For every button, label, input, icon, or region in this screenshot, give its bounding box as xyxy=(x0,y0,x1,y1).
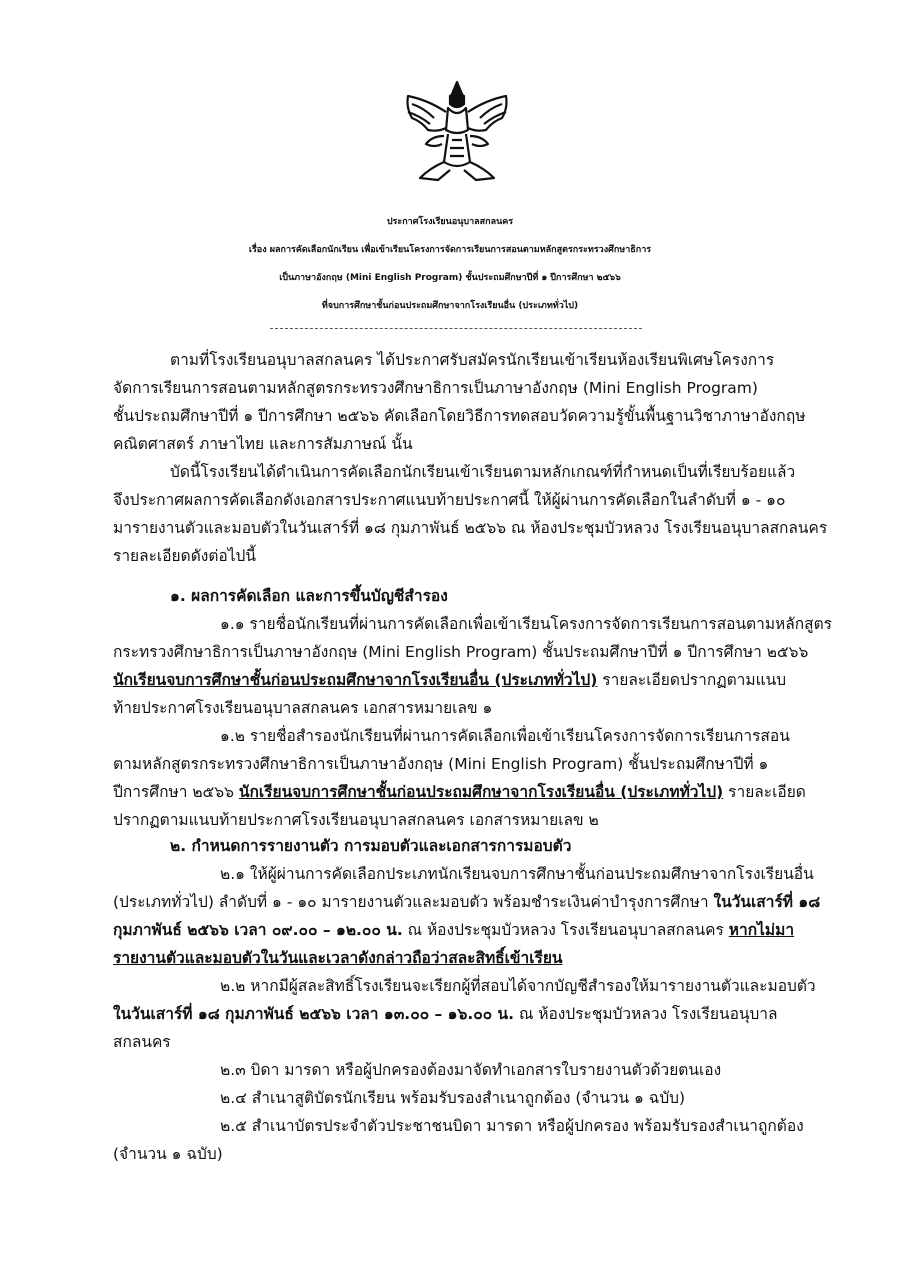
section-1-1-line-3 xyxy=(113,670,786,690)
announcement-subject-line2: เป็นภาษาอังกฤษ (Mini English Program) ชั้นประถมศึกษาปีที่ ๑ ปีการศึกษา ๒๕๖๖ xyxy=(279,273,621,283)
section-1-2-line-3-rest: รายละเอียด xyxy=(723,783,806,801)
intro-paragraph-2-line-3: มารายงานตัวและมอบตัวในวันเสาร์ที่ ๑๘ กุมภาพันธ์ ๒๕๖๖ ณ ห้องประชุมบัวหลวง โรงเรียนอนุบาลสกลนคร xyxy=(113,519,828,537)
section-1-2-line-1: ๑.๒ รายชื่อสำรองนักเรียนที่ผ่านการคัดเลือกเพื่อเข้าเรียนโครงการจัดการเรียนการสอน xyxy=(220,727,790,745)
intro-paragraph-2-line-2: จึงประกาศผลการคัดเลือกดังเอกสารประกาศแนบท้ายประกาศนี้ ให้ผู้ผ่านการคัดเลือกในลำดับที่ ๑ - ๑๐ xyxy=(113,491,786,509)
section-2-1-line-2-pre: (ประเภททั่วไป) ลำดับที่ ๑ - ๑๐ มารายงานตัวและมอบตัว พร้อมชำระเงินค่าบำรุงการศึกษา xyxy=(113,893,714,911)
section-2-5-line-2: (จำนวน ๑ ฉบับ) xyxy=(113,1145,223,1163)
section-2-2-line-1: ๒.๒ หากมีผู้สละสิทธิ์โรงเรียนจะเรียกผู้ที่สอบได้จากบัญชีสำรองให้มารายงานตัวและมอบตัว xyxy=(220,977,816,995)
section-2-3: ๒.๓ บิดา มารดา หรือผู้ปกครองต้องมาจัดทำเอกสารใบรายงานตัวด้วยตนเอง xyxy=(220,1061,722,1079)
garuda-emblem-icon xyxy=(398,78,516,186)
announcement-subject-line3: ที่จบการศึกษาชั้นก่อนประถมศึกษาจากโรงเรียนอื่น (ประเภททั่วไป) xyxy=(321,301,579,311)
section-2-2-line-3: สกลนคร xyxy=(113,1033,171,1051)
section-2-heading: ๒. กำหนดการรายงานตัว การมอบตัวและเอกสารการมอบตัว xyxy=(170,837,572,855)
section-1-2-line-3 xyxy=(113,782,806,802)
section-2-1-line-2 xyxy=(113,892,820,912)
intro-paragraph-2-line-1: บัดนี้โรงเรียนได้ดำเนินการคัดเลือกนักเรียนเข้าเรียนตามหลักเกณฑ์ที่กำหนดเป็นที่เรียบร้อยแล้ว xyxy=(170,463,796,481)
section-2-2-line-2 xyxy=(113,1004,778,1024)
section-2-1-line-3-mid: ณ ห้องประชุมบัวหลวง โรงเรียนอนุบาลสกลนคร xyxy=(402,921,729,939)
intro-paragraph-1-line-2: จัดการเรียนการสอนตามหลักสูตรกระทรวงศึกษาธิการเป็นภาษาอังกฤษ (Mini English Program) xyxy=(113,379,758,397)
section-1-1-emphasis: นักเรียนจบการศึกษาชั้นก่อนประถมศึกษาจากโรงเรียนอื่น (ประเภททั่วไป) xyxy=(113,671,598,689)
section-1-heading: ๑. ผลการคัดเลือก และการขึ้นบัญชีสำรอง xyxy=(170,587,448,605)
section-2-1-line-3 xyxy=(113,920,794,940)
announcement-title: ประกาศโรงเรียนอนุบาลสกลนคร xyxy=(386,217,514,227)
announcement-subject: เรื่อง ผลการคัดเลือกนักเรียน เพื่อเข้าเรียนโครงการจัดการเรียนการสอนตามหลักสูตรกระทรวงศึกษาธิการ xyxy=(248,245,652,255)
section-1-1-line-1: ๑.๑ รายชื่อนักเรียนที่ผ่านการคัดเลือกเพื่อเข้าเรียนโครงการจัดการเรียนการสอนตามหลักสูตร xyxy=(220,615,832,633)
section-2-4: ๒.๔ สำเนาสูติบัตรนักเรียน พร้อมรับรองสำเนาถูกต้อง (จำนวน ๑ ฉบับ) xyxy=(220,1089,686,1107)
section-1-2-line-3-pre: ปีการศึกษา ๒๕๖๖ xyxy=(113,783,239,801)
section-2-1-warning-line-2: รายงานตัวและมอบตัวในวันและเวลาดังกล่าวถือว่าสละสิทธิ์เข้าเรียน xyxy=(113,949,563,967)
section-1-1-line-3-rest: รายละเอียดปรากฏตามแนบ xyxy=(597,671,787,689)
section-1-1-line-4: ท้ายประกาศโรงเรียนอนุบาลสกลนคร เอกสารหมายเลข ๑ xyxy=(113,699,493,717)
section-1-2-line-4: ปรากฏตามแนบท้ายประกาศโรงเรียนอนุบาลสกลนคร เอกสารหมายเลข ๒ xyxy=(113,811,599,829)
intro-paragraph-1-line-3: ชั้นประถมศึกษาปีที่ ๑ ปีการศึกษา ๒๕๖๖ คัดเลือกโดยวิธีการทดสอบวัดความรู้ขั้นพื้นฐานวิชาภาษาอังกฤษ xyxy=(113,407,806,425)
section-2-2-datetime: ในวันเสาร์ที่ ๑๘ กุมภาพันธ์ ๒๕๖๖ เวลา ๑๓.๐๐ – ๑๖.๐๐ น. xyxy=(113,1005,515,1023)
section-2-5-line-1: ๒.๕ สำเนาบัตรประจำตัวประชาชนบิดา มารดา หรือผู้ปกครอง พร้อมรับรองสำเนาถูกต้อง xyxy=(220,1117,804,1135)
section-1-1-line-2: กระทรวงศึกษาธิการเป็นภาษาอังกฤษ (Mini English Program) ชั้นประถมศึกษาปีที่ ๑ ปีการศึกษา ๒๕๖๖ xyxy=(113,643,809,661)
intro-paragraph-2-line-4: รายละเอียดดังต่อไปนี้ xyxy=(113,547,256,565)
section-2-2-line-2-rest: ณ ห้องประชุมบัวหลวง โรงเรียนอนุบาล xyxy=(514,1005,778,1023)
intro-paragraph-1-line-4: คณิตศาสตร์ ภาษาไทย และการสัมภาษณ์ นั้น xyxy=(113,435,413,453)
intro-paragraph-1-line-1: ตามที่โรงเรียนอนุบาลสกลนคร ได้ประกาศรับสมัครนักเรียนเข้าเรียนห้องเรียนพิเศษโครงการ xyxy=(170,351,775,369)
section-2-1-line-1: ๒.๑ ให้ผู้ผ่านการคัดเลือกประเภทนักเรียนจบการศึกษาชั้นก่อนประถมศึกษาจากโรงเรียนอื่น xyxy=(220,865,814,883)
header-divider xyxy=(270,328,642,329)
section-2-1-date: ในวันเสาร์ที่ ๑๘ xyxy=(713,893,821,911)
section-1-2-line-2: ตามหลักสูตรกระทรวงศึกษาธิการเป็นภาษาอังกฤษ (Mini English Program) ชั้นประถมศึกษาปีที่ ๑ xyxy=(113,755,769,773)
section-1-2-emphasis: นักเรียนจบการศึกษาชั้นก่อนประถมศึกษาจากโรงเรียนอื่น (ประเภททั่วไป) xyxy=(238,783,724,801)
section-2-1-time: กุมภาพันธ์ ๒๕๖๖ เวลา ๐๙.๐๐ – ๑๒.๐๐ น. xyxy=(113,921,403,939)
section-2-1-warning: หากไม่มา xyxy=(728,921,795,939)
